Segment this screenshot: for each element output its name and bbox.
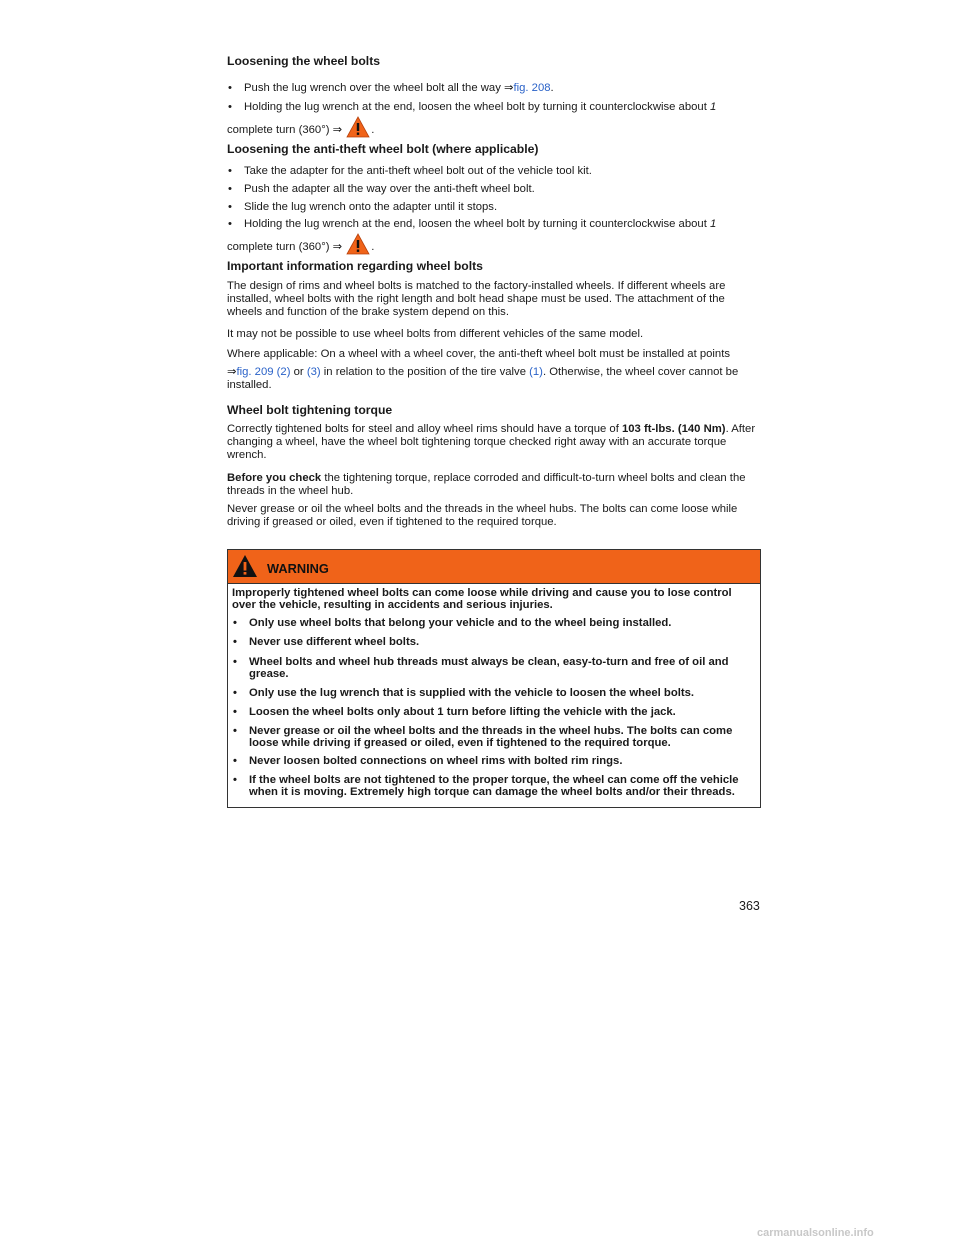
list-item [227,183,761,196]
warning-item [232,687,756,699]
warning-item [232,617,756,629]
bullet: • [228,165,232,177]
paragraph: The design of rims and wheel bolts is matched to the factory-installed wheels. If different wheels are installed, wheel bolts with the right length and bolt head shape must be used. The attachment of the wheels and function of the brake system depend on this. [227,280,726,318]
step-text: complete turn (360°) ⇒ [227,124,343,136]
bullet: • [233,755,237,767]
bullet: • [233,725,237,737]
text: . After changing a wheel, have the wheel bolt tightening torque checked right away with an accurate torque wrench. [227,423,756,461]
warning-item [232,656,756,681]
paragraph: Never grease or oil the wheel bolts and the threads in the wheel hubs. The bolts can come loose while driving if greased or oiled, even if tightened to the required torque. [227,503,738,528]
bullet: • [228,218,232,230]
paragraph: Where applicable: On a wheel with a wheel cover, the anti-theft wheel bolt must be installed at points [227,348,730,360]
paragraph [227,423,761,461]
list-item [227,201,761,214]
link-fig-209-2[interactable]: fig. 209 (2) [236,366,291,378]
list-item [227,165,761,178]
step-text: Holding the lug wrench at the end, loosen the wheel bolt by turning it counterclockwise about [244,101,710,113]
bullet: • [233,706,237,718]
punct: . [550,82,554,94]
paragraph: It may not be possible to use wheel bolts from different vehicles of the same model. [227,328,644,340]
heading-tightening-torque: Wheel bolt tightening torque [227,403,393,417]
step-text: Push the lug wrench over the wheel bolt all the way [244,82,504,94]
text: Correctly tightened bolts for steel and alloy wheel rims should have a torque of [227,423,622,435]
paragraph [227,472,761,498]
text: Never grease or oil the wheel bolts and the threads in the wheel hubs. The bolts can come loose while driving if greased or oiled, even if tightened to the required torque. [249,725,733,750]
text: Never use different wheel bolts. [249,636,420,648]
text: Never loosen bolted connections on wheel rims with bolted rim rings. [249,755,623,767]
warning-title: WARNING [267,561,329,576]
text: or [290,366,307,378]
list-item [227,218,761,231]
list-item-continuation [227,116,374,138]
bullet: • [228,183,232,195]
bullet: • [233,774,237,786]
turn-count: 1 [709,101,717,113]
step-text: Slide the lug wrench onto the adapter until it stops. [244,201,498,213]
step-text: complete turn (360°) ⇒ [227,241,343,253]
emphasis: Before you check [227,472,322,484]
punct: . [371,124,375,136]
bullet: • [233,656,237,668]
bullet: • [228,201,232,213]
step-text: Take the adapter for the anti-theft wheel bolt out of the vehicle tool kit. [244,165,592,177]
warning-header [228,550,760,584]
list-item [227,82,761,95]
bullet: • [233,617,237,629]
warning-triangle-icon[interactable] [346,233,370,255]
step-text: Holding the lug wrench at the end, loosen the wheel bolt by turning it counterclockwise about [244,218,710,230]
warning-triangle-icon[interactable] [346,116,370,138]
page-number: 363 [739,899,760,913]
heading-important-info: Important information regarding wheel bolts [227,259,483,273]
text: If the wheel bolts are not tightened to the proper torque, the wheel can come off the vehicle when it is moving. Extremely high torque can damage the wheel bolts and/or their threads. [249,774,739,799]
warning-item [232,636,756,648]
warning-item [232,706,756,718]
warning-triangle-icon [232,554,258,578]
paragraph [227,366,761,392]
bullet: • [233,687,237,699]
step-text: Push the adapter all the way over the anti-theft wheel bolt. [244,183,535,195]
text: Only use wheel bolts that belong your vehicle and to the wheel being installed. [249,617,672,629]
text: Only use the lug wrench that is supplied with the vehicle to loosen the wheel bolts. [249,687,695,699]
link-point-3[interactable]: (3) [306,366,321,378]
arrow: ⇒ [227,366,237,378]
link-tire-valve-1[interactable]: (1) [529,366,543,378]
warning-item [232,755,756,767]
punct: . [371,241,375,253]
warning-item [232,774,756,799]
heading-loosening-wheel-bolts: Loosening the wheel bolts [227,54,381,68]
arrow: ⇒ [503,82,514,94]
heading-anti-theft-bolt: Loosening the anti-theft wheel bolt (where applicable) [227,142,539,156]
text: . Otherwise, the wheel cover cannot be installed. [227,366,739,391]
warning-intro [232,587,756,612]
text: Loosen the wheel bolts only about 1 turn before lifting the vehicle with the jack. [249,706,676,718]
warning-item [232,725,756,750]
bullet: • [228,82,232,94]
warning-box [227,549,761,808]
text: the tightening torque, replace corroded and difficult-to-turn wheel bolts and clean the threads in the wheel hub. [227,472,746,497]
watermark: carmanualsonline.info [757,1227,874,1239]
text: in relation to the position of the tire valve [320,366,530,378]
turn-count: 1 [709,218,717,230]
text: Improperly tightened wheel bolts can come loose while driving and cause you to lose control over the vehicle, resulting in accidents and serious injuries. [232,587,732,612]
torque-value: 103 ft-lbs. (140 Nm) [621,423,726,435]
list-item [227,101,761,114]
list-item-continuation [227,233,374,255]
link-fig-208[interactable]: fig. 208 [513,82,551,94]
text: Wheel bolts and wheel hub threads must always be clean, easy-to-turn and free of oil and grease. [249,656,729,681]
bullet: • [228,101,232,113]
bullet: • [233,636,237,648]
